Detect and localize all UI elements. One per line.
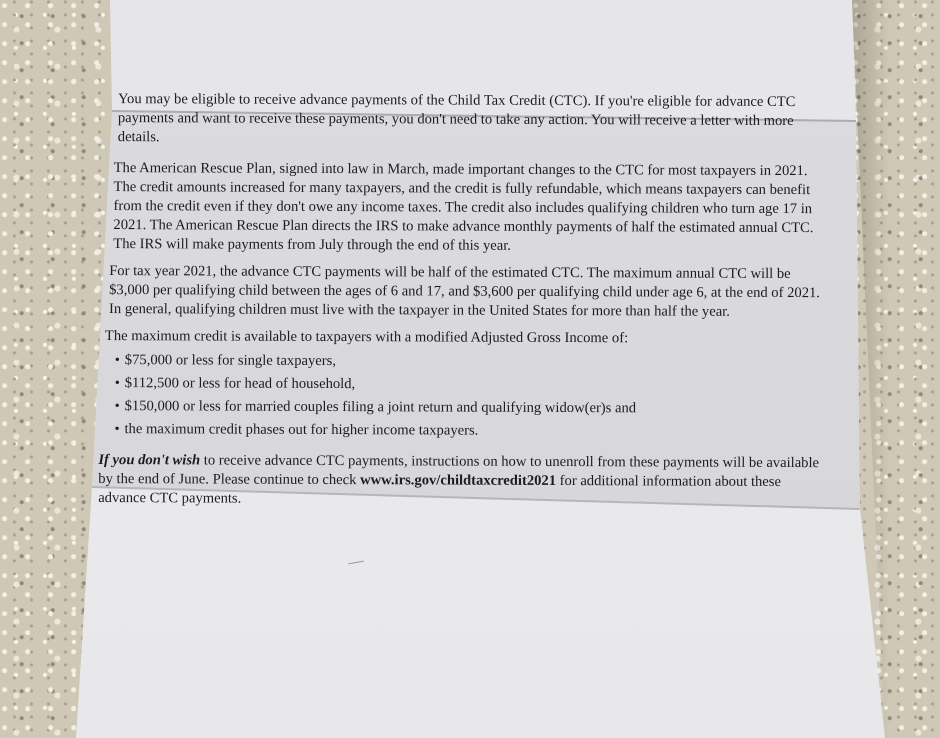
list-item: • the maximum credit phases out for higher income taxpayers. bbox=[114, 418, 828, 444]
bullet-icon: • bbox=[114, 352, 120, 369]
bullet-icon: • bbox=[114, 421, 120, 438]
paragraph-unenroll: If you don't wish to receive advance CTC payments, instructions on how to unenroll from these payments will be available by the end of June. Please continue to check www.irs.gov/childtaxcredit2021 for additional information about these advance CTC payments. bbox=[98, 451, 820, 507]
paragraph-american-rescue-plan: The American Rescue Plan, signed into law in March, made important changes to the CTC for most taxpayers in 2021. The credit amounts increased for many taxpayers, and the credit is fully refundable, which means taxpayers can benefit from the credit even if they don't owe any income taxes. The credit also includes qualifying children who turn age 17 in 2021. The American Rescue Plan directs the IRS to make advance monthly payments of half the estimated annual CTC. The IRS will make payments from July through the end of this year. bbox=[113, 160, 814, 254]
list-item: • $150,000 or less for married couples filing a joint return and qualifying widow(er)s and bbox=[115, 395, 829, 421]
income-limits-list bbox=[98, 349, 828, 444]
bullet-icon: • bbox=[114, 375, 120, 392]
list-item: • $112,500 or less for head of household, bbox=[115, 372, 829, 398]
paragraph-maximum-credit: The maximum credit is available to taxpayers with a modified Adjusted Gross Income of: bbox=[104, 328, 629, 347]
letter-body bbox=[98, 90, 830, 519]
bullet-icon: • bbox=[114, 398, 120, 415]
unenroll-lead: If you don't wish bbox=[98, 451, 201, 469]
paragraph-eligibility: You may be eligible to receive advance payments of the Child Tax Credit (CTC). If you're eligible for advance CTC payments and want to receive these payments, you don't need to take any action. You will receive a letter with more details. bbox=[117, 91, 796, 146]
paragraph-tax-year-2021: For tax year 2021, the advance CTC payments will be half of the estimated CTC. The maximum annual CTC will be $3,000 per qualifying child between the ages of 6 and 17, and $3,600 per qualifying child under age 6, at the end of 2021. In general, qualifying children must live with the taxpayer in the United States for more than half the year. bbox=[109, 263, 821, 320]
irs-website-link[interactable]: www.irs.gov/childtaxcredit2021 bbox=[360, 472, 557, 489]
list-item: • $75,000 or less for single taxpayers, bbox=[115, 349, 829, 375]
